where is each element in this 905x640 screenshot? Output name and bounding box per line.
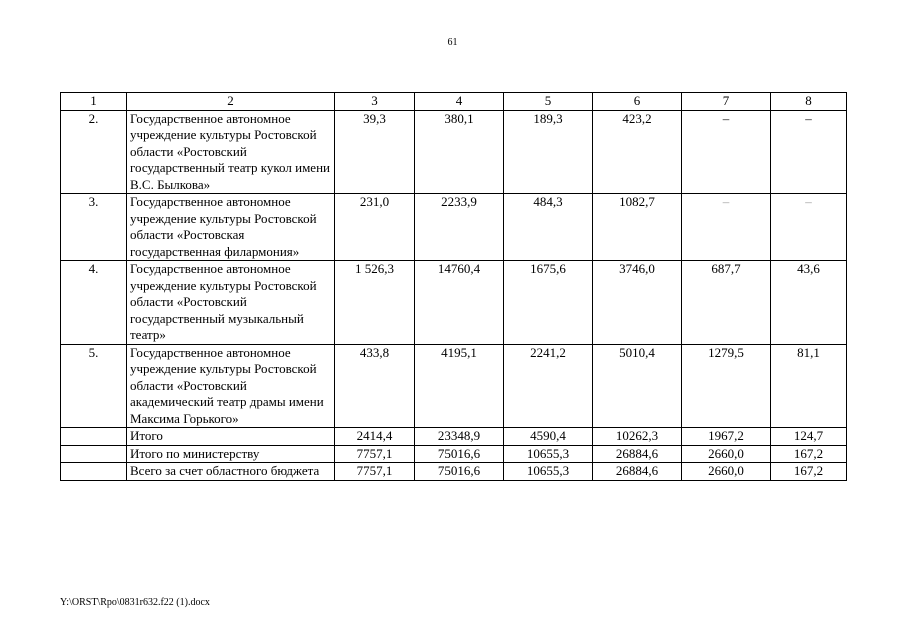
value-cell: 10262,3 — [593, 428, 682, 446]
value-cell: 231,0 — [335, 194, 415, 261]
value-cell: 1675,6 — [504, 261, 593, 345]
value-cell: 4590,4 — [504, 428, 593, 446]
value-cell: 39,3 — [335, 110, 415, 194]
table-row — [61, 194, 847, 261]
value-cell: 2414,4 — [335, 428, 415, 446]
total-label: Итого по министерству — [127, 445, 335, 463]
table-row-total — [61, 428, 847, 446]
row-number: 4. — [61, 261, 127, 345]
column-header: 8 — [771, 93, 847, 111]
value-cell: 5010,4 — [593, 344, 682, 428]
total-label: Всего за счет областного бюджета — [127, 463, 335, 481]
value-cell: 167,2 — [771, 445, 847, 463]
table-row-budget-total — [61, 463, 847, 481]
value-cell: 43,6 — [771, 261, 847, 345]
value-cell: – — [771, 194, 847, 261]
value-cell: – — [682, 110, 771, 194]
column-header: 2 — [127, 93, 335, 111]
value-cell: 1967,2 — [682, 428, 771, 446]
institution-name: Государственное автономное учреждение культуры Ростовской области «Ростовский государственный музыкальный театр» — [127, 261, 335, 345]
value-cell: 1 526,3 — [335, 261, 415, 345]
column-header: 7 — [682, 93, 771, 111]
value-cell: 75016,6 — [415, 445, 504, 463]
column-header: 1 — [61, 93, 127, 111]
value-cell: 26884,6 — [593, 463, 682, 481]
value-cell: 1279,5 — [682, 344, 771, 428]
value-cell: 4195,1 — [415, 344, 504, 428]
value-cell: 1082,7 — [593, 194, 682, 261]
row-number — [61, 445, 127, 463]
row-number — [61, 428, 127, 446]
table-row — [61, 261, 847, 345]
value-cell: 423,2 — [593, 110, 682, 194]
value-cell: 2660,0 — [682, 463, 771, 481]
row-number: 2. — [61, 110, 127, 194]
value-cell: 2660,0 — [682, 445, 771, 463]
institution-name: Государственное автономное учреждение культуры Ростовской области «Ростовский государственный театр кукол имени В.С. Былкова» — [127, 110, 335, 194]
value-cell: 10655,3 — [504, 463, 593, 481]
table-row — [61, 110, 847, 194]
column-header: 5 — [504, 93, 593, 111]
column-header: 6 — [593, 93, 682, 111]
value-cell: – — [771, 110, 847, 194]
value-cell: 433,8 — [335, 344, 415, 428]
table-header-row — [61, 93, 847, 111]
total-label: Итого — [127, 428, 335, 446]
value-cell: 167,2 — [771, 463, 847, 481]
value-cell: 380,1 — [415, 110, 504, 194]
column-header: 4 — [415, 93, 504, 111]
value-cell: 10655,3 — [504, 445, 593, 463]
value-cell: 2233,9 — [415, 194, 504, 261]
value-cell: 7757,1 — [335, 445, 415, 463]
value-cell: 687,7 — [682, 261, 771, 345]
value-cell: 7757,1 — [335, 463, 415, 481]
value-cell: 14760,4 — [415, 261, 504, 345]
value-cell: 189,3 — [504, 110, 593, 194]
value-cell: 2241,2 — [504, 344, 593, 428]
value-cell: – — [682, 194, 771, 261]
value-cell: 124,7 — [771, 428, 847, 446]
value-cell: 3746,0 — [593, 261, 682, 345]
institution-name: Государственное автономное учреждение культуры Ростовской области «Ростовский академический театр драмы имени Максима Горького» — [127, 344, 335, 428]
value-cell: 26884,6 — [593, 445, 682, 463]
page-number: 61 — [447, 37, 458, 48]
table-row — [61, 344, 847, 428]
institution-name: Государственное автономное учреждение культуры Ростовской области «Ростовская государственная филармония» — [127, 194, 335, 261]
document-file-path: Y:\ORST\Rpo\0831r632.f22 (1).docx — [60, 597, 210, 608]
row-number: 3. — [61, 194, 127, 261]
value-cell: 81,1 — [771, 344, 847, 428]
value-cell: 484,3 — [504, 194, 593, 261]
column-header: 3 — [335, 93, 415, 111]
row-number — [61, 463, 127, 481]
budget-table — [60, 92, 847, 481]
table-row-ministry-total — [61, 445, 847, 463]
value-cell: 23348,9 — [415, 428, 504, 446]
row-number: 5. — [61, 344, 127, 428]
value-cell: 75016,6 — [415, 463, 504, 481]
